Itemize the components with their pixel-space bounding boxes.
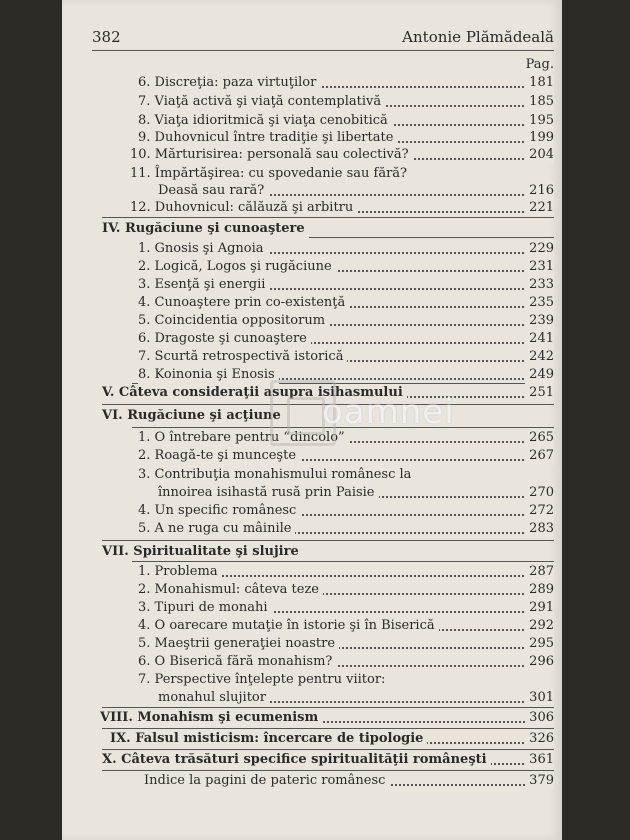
toc-entry-title: 3. Tipuri de monahi	[138, 599, 272, 617]
toc-page-number: 306	[525, 709, 554, 727]
toc-entry-title: Deasă sau rară?	[158, 182, 268, 200]
toc-entry	[62, 93, 554, 111]
toc-page-number: 233	[525, 276, 554, 294]
toc-entry	[62, 112, 554, 130]
toc-entry-title: 8. Koinonia şi Enosis	[138, 366, 279, 384]
toc-page-number: 251	[525, 384, 554, 402]
toc-page-number: 199	[525, 129, 554, 147]
toc-entry	[62, 617, 554, 635]
page-column-label: Pag.	[525, 57, 554, 72]
toc-page-number: 181	[525, 74, 554, 92]
toc-entry-text: 3. Contribuţia monahismului românesc la	[138, 467, 412, 482]
toc-section-heading	[62, 543, 554, 561]
toc-entry	[62, 240, 554, 258]
toc-entry-title: 2. Logică, Logos şi rugăciune	[138, 258, 336, 276]
toc-entry	[62, 520, 554, 538]
section-rule	[102, 540, 554, 541]
toc-page-number: 301	[525, 689, 554, 707]
toc-entry-title: 5. Coincidentia oppositorum	[138, 312, 329, 330]
toc-entry-text: 11. Împărtăşirea: cu spovedanie sau fără?	[130, 166, 408, 181]
toc-page-number: 289	[525, 581, 554, 599]
toc-entry-title: 5. Maeştrii generaţiei noastre	[138, 635, 339, 653]
toc-entry-title: 1. O întrebare pentru “dincolo”	[138, 429, 349, 447]
toc-entry-title: 7. Viaţă activă şi viaţă contemplativă	[138, 93, 385, 111]
toc-section-heading	[62, 751, 554, 769]
toc-page-number: 241	[525, 330, 554, 348]
toc-entry-title: X. Câteva trăsături specifice spiritualităţii româneşti	[102, 751, 491, 769]
toc-page-number: 283	[525, 520, 554, 538]
toc-page-number: 296	[525, 653, 554, 671]
toc-entry	[62, 581, 554, 599]
toc-page-number: 249	[525, 366, 554, 384]
toc-entry-title: 6. Discreţia: paza virtuţilor	[138, 74, 320, 92]
toc-page-number: 231	[525, 258, 554, 276]
toc-entry-title: VI. Rugăciune şi acţiune	[102, 407, 285, 425]
toc-entry-title: 6. Dragoste şi cunoaştere	[138, 330, 311, 348]
toc-entry-title: 3. Esenţă şi energii	[138, 276, 269, 294]
toc-section-heading	[62, 220, 554, 238]
toc-entry-text: 7. Perspective înţelepte pentru viitor:	[138, 672, 386, 687]
toc-entry-title: Indice la pagini de pateric românesc	[144, 772, 389, 790]
toc-entry	[62, 294, 554, 312]
toc-entry	[62, 129, 554, 147]
book-page	[62, 0, 562, 840]
toc-page-number: 204	[525, 146, 554, 164]
toc-page-number: 326	[525, 730, 554, 748]
toc-page-number: 221	[525, 199, 554, 217]
toc-entry-title: 1. Gnosis şi Agnoia	[138, 240, 268, 258]
toc-entry	[62, 772, 554, 790]
section-rule	[102, 217, 554, 218]
section-rule	[102, 707, 554, 708]
toc-page-number: 239	[525, 312, 554, 330]
toc-page-number: 361	[525, 751, 554, 769]
running-head-author: Antonie Plămădeală	[402, 28, 554, 46]
toc-page-number: 235	[525, 294, 554, 312]
toc-page-number: 291	[525, 599, 554, 617]
toc-page-number: 267	[525, 447, 554, 465]
toc-entry-title: 4. Cunoaştere prin co-existenţă	[138, 294, 349, 312]
toc-page-number: 185	[525, 93, 554, 111]
toc-entry-title: 1. Problema	[138, 563, 222, 581]
toc-entry-title: 8. Viaţa idioritmică şi viaţa cenobitică	[138, 112, 392, 130]
toc-entry-title: 2. Monahismul: câteva teze	[138, 581, 323, 599]
toc-entry	[62, 348, 554, 366]
toc-entry-title: 4. O oarecare mutaţie în istorie şi în Biserică	[138, 617, 439, 635]
toc-entry-title: înnoirea isihastă rusă prin Paisie	[158, 484, 379, 502]
toc-entry	[62, 653, 554, 671]
section-rule	[102, 749, 554, 750]
toc-page-number: 270	[525, 484, 554, 502]
toc-page-number: 272	[525, 502, 554, 520]
section-rule	[102, 728, 554, 729]
toc-entry-title: 10. Mărturisirea: personală sau colectivă?	[130, 146, 413, 164]
toc-entry	[62, 330, 554, 348]
toc-entry	[62, 199, 554, 217]
toc-entry-title: 9. Duhovnicul între tradiţie şi libertate	[138, 129, 397, 147]
watermark-logo	[270, 380, 470, 450]
toc-entry	[62, 258, 554, 276]
section-rule	[132, 561, 554, 562]
toc-page-number: 195	[525, 112, 554, 130]
section-rule	[102, 770, 554, 771]
toc-entry-title: 12. Duhovnicul: călăuză şi arbitru	[130, 199, 357, 217]
toc-entry-title: VIII. Monahism şi ecumenism	[100, 709, 322, 727]
toc-page-number: 242	[525, 348, 554, 366]
toc-entry-title: 7. Scurtă retrospectivă istorică	[138, 348, 347, 366]
toc-page-number: 216	[525, 182, 554, 200]
toc-entry-title: 6. O Biserică fără monahism?	[138, 653, 336, 671]
toc-section-heading	[62, 709, 554, 727]
toc-entry	[62, 312, 554, 330]
toc-entry-title: IV. Rugăciune şi cunoaştere	[102, 220, 309, 238]
toc-entry-title: 4. Un specific românesc	[138, 502, 300, 520]
toc-entry-title: monahul slujitor	[158, 689, 270, 707]
toc-entry	[62, 635, 554, 653]
toc-entry-title: 5. A ne ruga cu mâinile	[138, 520, 295, 538]
toc-page-number: 295	[525, 635, 554, 653]
page-number: 382	[92, 28, 121, 46]
toc-section-heading	[62, 730, 554, 748]
toc-entry	[62, 599, 554, 617]
toc-entry	[62, 502, 554, 520]
watermark-text: oamnei	[322, 392, 455, 432]
toc-entry-title: VII. Spiritualitate şi slujire	[102, 543, 303, 561]
toc-entry	[62, 182, 554, 200]
toc-entry-title: 2. Roagă-te şi munceşte	[138, 447, 300, 465]
toc-entry	[62, 563, 554, 581]
toc-entry	[62, 689, 554, 707]
toc-page-number: 265	[525, 429, 554, 447]
running-header	[92, 28, 554, 51]
toc-page-number: 287	[525, 563, 554, 581]
toc-entry-title: IX. Falsul misticism: încercare de tipologie	[110, 730, 427, 748]
toc-entry-title: V. Câteva consideraţii asupra isihasmului	[102, 384, 407, 402]
toc-page-number: 229	[525, 240, 554, 258]
toc-page-number: 292	[525, 617, 554, 635]
toc-entry	[62, 146, 554, 164]
toc-page-number: 379	[525, 772, 554, 790]
toc-entry	[62, 276, 554, 294]
toc-entry	[62, 74, 554, 92]
toc-entry	[62, 484, 554, 502]
